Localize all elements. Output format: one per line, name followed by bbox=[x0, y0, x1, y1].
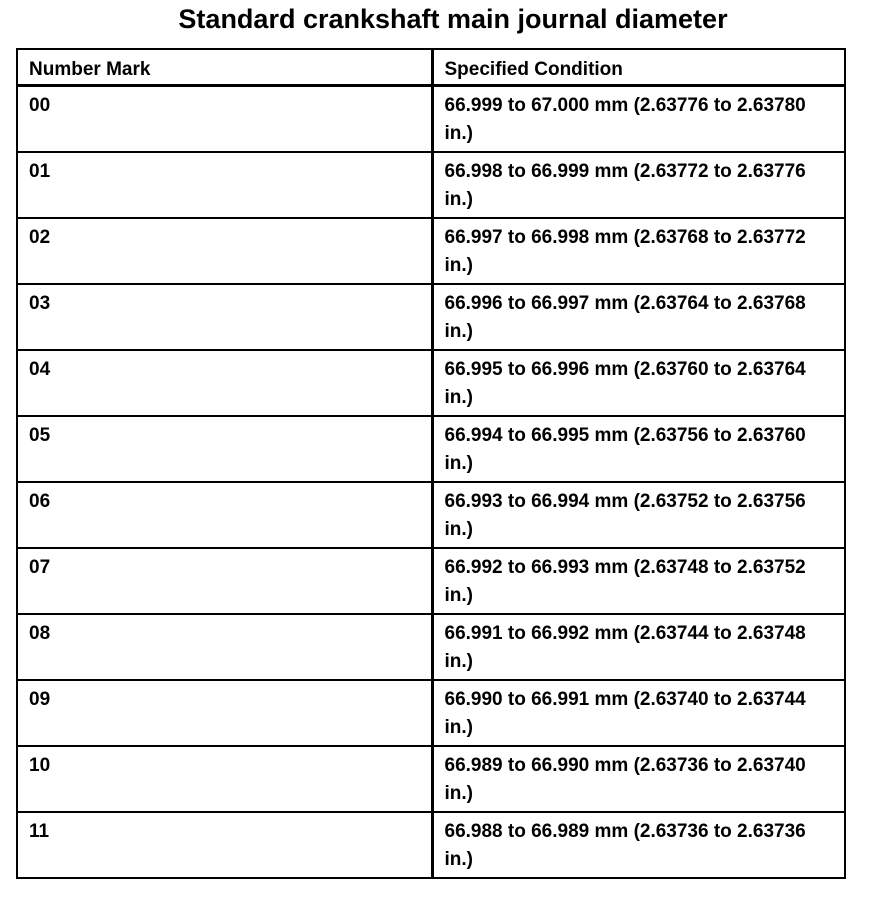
specified-condition-cell: 66.992 to 66.993 mm (2.63748 to 2.63752 in.) bbox=[432, 548, 845, 614]
specified-condition-cell: 66.996 to 66.997 mm (2.63764 to 2.63768 in.) bbox=[432, 284, 845, 350]
specified-condition-cell: 66.988 to 66.989 mm (2.63736 to 2.63736 in.) bbox=[432, 812, 845, 878]
number-mark-cell: 04 bbox=[17, 350, 432, 416]
table-row bbox=[17, 482, 845, 548]
number-mark-cell: 09 bbox=[17, 680, 432, 746]
specified-condition-cell: 66.994 to 66.995 mm (2.63756 to 2.63760 in.) bbox=[432, 416, 845, 482]
specified-condition-cell: 66.991 to 66.992 mm (2.63744 to 2.63748 in.) bbox=[432, 614, 845, 680]
table-row bbox=[17, 416, 845, 482]
number-mark-cell: 00 bbox=[17, 86, 432, 152]
number-mark-cell: 07 bbox=[17, 548, 432, 614]
table-row bbox=[17, 812, 845, 878]
specified-condition-cell: 66.989 to 66.990 mm (2.63736 to 2.63740 in.) bbox=[432, 746, 845, 812]
specified-condition-cell: 66.999 to 67.000 mm (2.63776 to 2.63780 in.) bbox=[432, 86, 845, 152]
number-mark-cell: 01 bbox=[17, 152, 432, 218]
table-row bbox=[17, 152, 845, 218]
specified-condition-cell: 66.998 to 66.999 mm (2.63772 to 2.63776 in.) bbox=[432, 152, 845, 218]
specified-condition-cell: 66.995 to 66.996 mm (2.63760 to 2.63764 in.) bbox=[432, 350, 845, 416]
specified-condition-cell: 66.997 to 66.998 mm (2.63768 to 2.63772 in.) bbox=[432, 218, 845, 284]
table-row bbox=[17, 614, 845, 680]
specified-condition-cell: 66.990 to 66.991 mm (2.63740 to 2.63744 in.) bbox=[432, 680, 845, 746]
journal-diameter-table bbox=[16, 48, 846, 879]
number-mark-cell: 10 bbox=[17, 746, 432, 812]
page-title: Standard crankshaft main journal diameter bbox=[178, 4, 728, 34]
table-row bbox=[17, 746, 845, 812]
number-mark-cell: 05 bbox=[17, 416, 432, 482]
number-mark-cell: 02 bbox=[17, 218, 432, 284]
column-header-number-mark: Number Mark bbox=[17, 49, 432, 86]
number-mark-cell: 06 bbox=[17, 482, 432, 548]
table-row bbox=[17, 86, 845, 152]
specified-condition-cell: 66.993 to 66.994 mm (2.63752 to 2.63756 in.) bbox=[432, 482, 845, 548]
table-header-row bbox=[17, 49, 845, 86]
table-row bbox=[17, 548, 845, 614]
table-row bbox=[17, 350, 845, 416]
number-mark-cell: 11 bbox=[17, 812, 432, 878]
number-mark-cell: 03 bbox=[17, 284, 432, 350]
table-row bbox=[17, 284, 845, 350]
column-header-specified-condition: Specified Condition bbox=[432, 49, 845, 86]
table-row bbox=[17, 218, 845, 284]
table-row bbox=[17, 680, 845, 746]
number-mark-cell: 08 bbox=[17, 614, 432, 680]
